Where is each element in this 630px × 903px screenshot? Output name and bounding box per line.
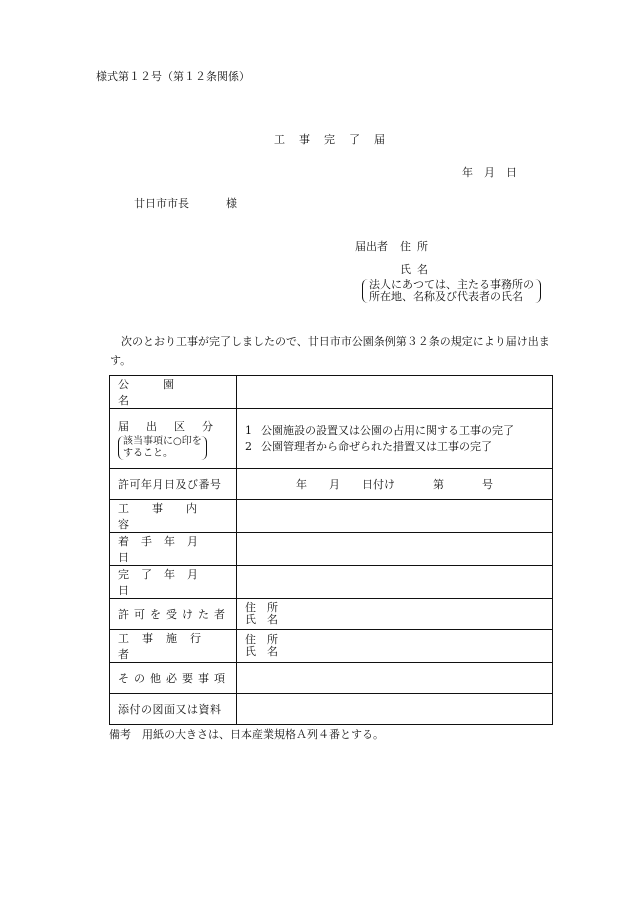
label-start-date: 着手年月日 (110, 533, 237, 566)
permit-month: 月 (329, 478, 340, 491)
label-permit-holder: 許可を受けた者 (110, 599, 237, 630)
table-row-contractor (110, 630, 553, 663)
circle-instruction-line1: 該当事項に○印を (123, 435, 202, 447)
permit-number-prefix: 第 (433, 478, 444, 491)
recipient-honorific: 様 (226, 197, 237, 210)
completion-form-table (109, 375, 553, 725)
field-permit[interactable] (237, 469, 553, 500)
field-attachments[interactable] (237, 694, 553, 725)
field-permit-holder[interactable] (237, 599, 553, 630)
field-park-name[interactable] (237, 376, 553, 409)
label-completion-date: 完了年月日 (110, 566, 237, 599)
field-start-date[interactable] (237, 533, 553, 566)
permit-holder-address: 住 所 (245, 601, 278, 614)
contractor-address: 住 所 (245, 633, 278, 646)
submission-date: 年 月 日 (462, 166, 517, 179)
label-work-content: 工事内容 (110, 500, 237, 533)
applicant-name-label: 氏名 (400, 263, 434, 276)
recipient-name: 廿日市市長 (134, 197, 189, 210)
table-row-park-name (110, 376, 553, 409)
field-completion-date[interactable] (237, 566, 553, 599)
corporation-note-line1: 法人にあつては、主たる事務所の (369, 278, 534, 291)
option-2-number: 2 (245, 439, 252, 453)
table-row-permit-holder (110, 599, 553, 630)
permit-number-suffix: 号 (482, 478, 493, 491)
body-text: 次のとおり工事が完了しましたので、廿日市市公園条例第３２条の規定により届け出ます。 (110, 335, 550, 367)
option-1-number: 1 (245, 423, 252, 437)
corporation-note (362, 279, 541, 303)
circle-instruction-note (118, 436, 207, 460)
permit-day: 日付け (362, 478, 395, 491)
form-number: 様式第１２号（第１２条関係） (96, 70, 250, 83)
label-attachments: 添付の図面又は資料 (110, 694, 237, 725)
contractor-name: 氏 名 (245, 645, 278, 658)
corporation-note-line2: 所在地、名称及び代表者の氏名 (369, 290, 523, 303)
table-row-work-content (110, 500, 553, 533)
label-notification-type (110, 409, 237, 469)
field-work-content[interactable] (237, 500, 553, 533)
document-title: 工事完了届 (274, 133, 399, 146)
table-row-attachments (110, 694, 553, 725)
applicant-label: 届出者 (355, 240, 388, 253)
label-contractor: 工事施行者 (110, 630, 237, 663)
field-contractor[interactable] (237, 630, 553, 663)
table-row-completion-date (110, 566, 553, 599)
circle-instruction-line2: すること。 (123, 447, 173, 459)
permit-holder-name: 氏 名 (245, 613, 278, 626)
table-row-permit (110, 469, 553, 500)
remark: 備考 用紙の大きさは、日本産業規格Ａ列４番とする。 (109, 728, 384, 741)
label-notification-type-text: 届出区分 (118, 419, 230, 433)
table-row-other (110, 663, 553, 694)
permit-year: 年 (296, 478, 307, 491)
label-other: その他必要事項 (110, 663, 237, 694)
label-permit: 許可年月日及び番号 (110, 469, 237, 500)
option-2[interactable] (245, 439, 544, 455)
option-1[interactable] (245, 423, 544, 439)
applicant-address-label: 住所 (400, 240, 434, 253)
field-notification-type[interactable] (237, 409, 553, 469)
field-other[interactable] (237, 663, 553, 694)
label-park-name: 公園名 (110, 376, 237, 409)
option-2-text: 公園管理者から命ぜられた措置又は工事の完了 (261, 439, 492, 453)
option-1-text: 公園施設の設置又は公園の占用に関する工事の完了 (261, 423, 514, 437)
table-row-start-date (110, 533, 553, 566)
table-row-notification-type (110, 409, 553, 469)
